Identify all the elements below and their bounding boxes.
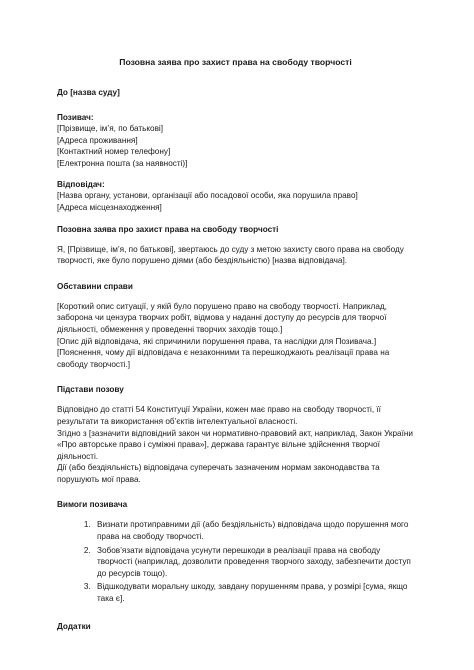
grounds-heading: Підстави позову [57, 385, 124, 395]
grounds-paragraph: Відповідно до статті 54 Конституції України, кожен має право на свободу творчості, її результати та використання об’єктів інтелектуальної власності. [57, 405, 381, 426]
grounds-section [57, 384, 414, 485]
circumstances-paragraph: [Короткий опис ситуації, у якій було порушено право на свободу творчості. Наприклад, заборона чи цензура творчих робіт, відмова у наданні доступу до ресурсів для творчої діяльності, обмеження у проведенні творчих заходів тощо.] [57, 301, 387, 334]
defendant-line: [Назва органу, установи, організації або посадової особи, яка порушила право] [57, 191, 358, 201]
plaintiff-heading: Позивач: [57, 113, 94, 122]
demand-item: 2. Зобов’язати відповідача усунути перешкоди в реалізації права на свободу творчості (наприклад, дозволити проведення творчого заходу, забезпечити доступ до ресурсів тощо). [93, 545, 414, 580]
claim-heading: Позовна заява про захист права на свободу творчості [57, 224, 279, 234]
defendant-line: [Адреса місцезнаходження] [57, 202, 162, 212]
demands-list [57, 519, 414, 604]
plaintiff-line: [Контактний номер телефону] [57, 147, 171, 157]
defendant-heading: Відповідач: [57, 180, 105, 190]
plaintiff-line: [Прізвище, ім’я, по батькові] [57, 124, 164, 133]
court-line: До [назва суду] [57, 88, 120, 97]
plaintiff-line: [Адреса проживання] [57, 135, 138, 145]
document-title: Позовна заява про захист права на свободу творчості [119, 57, 352, 67]
defendant-section [57, 179, 414, 213]
plaintiff-line: [Електронна пошта (за наявності)] [57, 158, 188, 168]
plaintiff-section [57, 112, 414, 169]
claim-section [57, 224, 414, 267]
demands-heading: Вимоги позивача [57, 500, 128, 510]
circumstances-paragraph: [Опис дій відповідача, які спричинили порушення права, та наслідки для Позивача.] [57, 336, 377, 346]
demands-section [57, 499, 414, 604]
grounds-paragraph: Згідно з [зазначити відповідний закон чи нормативно-правовий акт, наприклад, Закон України «Про авторське право і суміжні права»], держава гарантує вільне здійснення творчої діяльності. [57, 428, 413, 461]
demand-item: 1. Визнати протиправними дії (або бездіяльність) відповідача щодо порушення мого права на свободу творчості. [93, 519, 414, 542]
demand-item: 3. Відшкодувати моральну шкоду, завдану порушенням права, у розмірі [сума, якщо така є]. [93, 581, 414, 604]
attachments-heading: Додатки [57, 621, 91, 631]
circumstances-paragraph: [Пояснення, чому дії відповідача є незаконними та перешкоджають реалізації права на свободу творчості.] [57, 348, 390, 369]
circumstances-section [57, 281, 414, 371]
circumstances-heading: Обставини справи [57, 281, 133, 291]
grounds-paragraph: Дії (або бездіяльність) відповідача суперечать зазначеним нормам законодавства та порушують мої права. [57, 463, 380, 484]
claim-text: Я, [Прізвище, ім’я, по батькові], звертаюсь до суду з метою захисту свого права на свободу творчості, яке було порушено діями (або бездіяльністю) [назва відповідача]. [57, 244, 404, 266]
